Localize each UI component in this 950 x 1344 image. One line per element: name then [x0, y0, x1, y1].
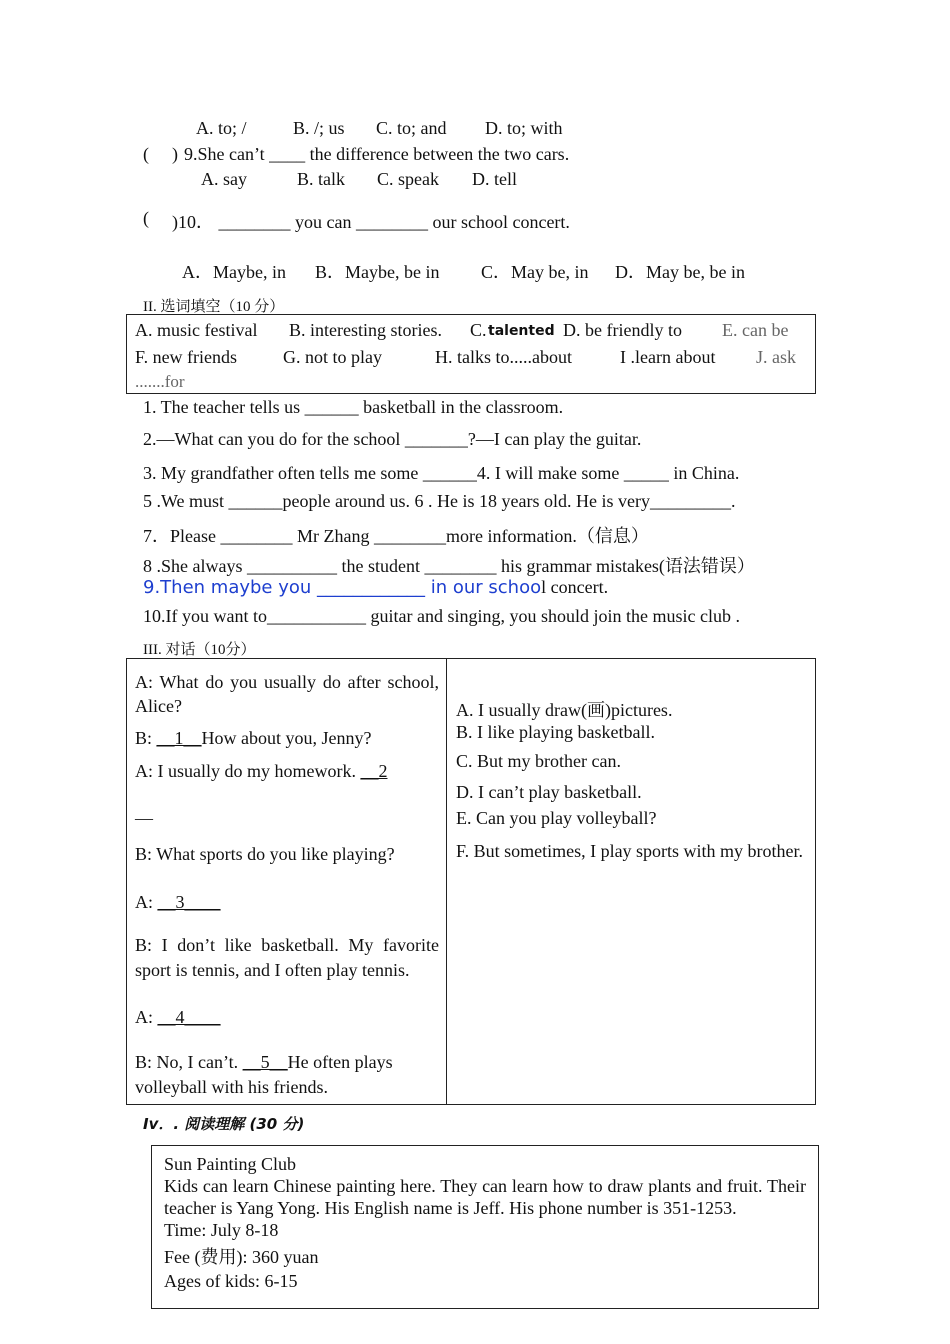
dialogue-line-7-prefix: A:	[135, 1007, 158, 1027]
section3-title: III. 对话（10分）	[143, 642, 256, 658]
dialogue-option-d: D. I can’t play basketball.	[456, 782, 642, 802]
dialogue-option-a: A. I usually draw(画)pictures.	[456, 700, 673, 720]
q10-option-a: A．Maybe, in	[182, 262, 286, 282]
dialogue-line-3	[135, 761, 387, 782]
q8-option-b: B. /; us	[293, 118, 345, 138]
blank-3: __3____	[157, 892, 221, 912]
section4-title: Iv．. 阅读理解 (30 分)	[143, 1115, 305, 1133]
fill-sentence-5-6: 5 .We must ______people around us. 6 . He is 18 years old. He is very_________.	[143, 491, 736, 511]
fill-sentence-9-blue: 9.Then maybe you ____________ in our schoo	[143, 577, 542, 598]
dialogue-option-e: E. Can you play volleyball?	[456, 808, 657, 828]
q10-option-d: D．May be, be in	[615, 262, 745, 282]
section2-title: II. 选词填空（10 分）	[143, 299, 285, 315]
q8-option-d: D. to; with	[485, 118, 563, 138]
fill-sentence-3-4: 3. My grandfather often tells me some ______4. I will make some _____ in China.	[143, 463, 740, 483]
blank-4: __4____	[157, 1007, 221, 1027]
word-d: D. be friendly to	[563, 320, 682, 340]
dialogue-line-2-prefix: B:	[135, 728, 157, 748]
fill-sentence-8: 8 .She always __________ the student ________ his grammar mistakes(语法错误）	[143, 556, 755, 576]
word-c-prefix: C.	[470, 320, 487, 340]
q8-option-c: C. to; and	[376, 118, 447, 138]
q10-option-b: B．Maybe, be in	[315, 262, 440, 282]
blank-2-tail: —	[135, 808, 153, 828]
club-ages: Ages of kids: 6-15	[164, 1271, 298, 1291]
dialogue-line-1: A: What do you usually do after school, Alice?	[135, 672, 439, 716]
word-h: H. talks to.....about	[435, 347, 572, 367]
dialogue-option-b: B. I like playing basketball.	[456, 722, 655, 742]
q9-option-c: C. speak	[377, 169, 439, 189]
dialogue-line-6: B: I don’t like basketball. My favorite sport is tennis, and I often play tennis.	[135, 935, 439, 980]
reading-box	[151, 1145, 819, 1309]
dialogue-line-8-prefix: B: No, I can’t.	[135, 1052, 243, 1072]
dialogue-line-4: B: What sports do you like playing?	[135, 844, 395, 864]
fill-sentence-7: 7．Please ________ Mr Zhang ________more information.（信息）	[143, 526, 649, 546]
club-description: Kids can learn Chinese painting here. They can learn how to draw plants and fruit. Their teacher is Yang Yong. His English name is Jeff. His phone number is 351-1253.	[164, 1176, 806, 1218]
dialogue-option-f: F. But sometimes, I play sports with my brother.	[456, 841, 804, 861]
word-b: B. interesting stories.	[289, 320, 442, 340]
dialogue-line-8	[135, 1050, 439, 1100]
word-g: G. not to play	[283, 347, 382, 367]
blank-5: __5__	[242, 1052, 288, 1072]
fill-sentence-9-rest: l concert.	[541, 577, 609, 597]
word-e: E. can be	[722, 320, 789, 340]
blank-2: __2	[360, 761, 388, 781]
dialogue-divider	[446, 658, 447, 1105]
fill-sentence-9	[143, 577, 608, 598]
club-name: Sun Painting Club	[164, 1154, 297, 1174]
q9-paren: (	[143, 144, 149, 164]
word-f: F. new friends	[135, 347, 238, 367]
q10-option-c: C．May be, in	[481, 262, 589, 282]
word-a: A. music festival	[135, 320, 258, 340]
q9-paren-close: )	[172, 144, 178, 164]
q9-option-d: D. tell	[472, 169, 517, 189]
dialogue-line-2	[135, 728, 372, 749]
dialogue-line-5-prefix: A:	[135, 892, 158, 912]
blank-1: __1__	[156, 728, 202, 748]
word-j-cont: .......for	[135, 372, 185, 391]
q9-stem: 9.She can’t ____ the difference between the two cars.	[184, 144, 570, 164]
fill-sentence-2: 2.—What can you do for the school _______?—I can play the guitar.	[143, 429, 642, 449]
dialogue-line-5	[135, 892, 221, 913]
fill-sentence-1: 1. The teacher tells us ______ basketball in the classroom.	[143, 397, 564, 417]
club-fee: Fee (费用): 360 yuan	[164, 1247, 319, 1267]
q9-option-a: A. say	[201, 169, 247, 189]
word-i: I .learn about	[620, 347, 716, 367]
dialogue-line-2-rest: How about you, Jenny?	[201, 728, 372, 748]
dialogue-option-c: C. But my brother can.	[456, 751, 621, 771]
dialogue-line-8-rest: He often plays volleyball with his friends.	[135, 1052, 393, 1097]
dialogue-line-3-prefix: A: I usually do my homework.	[135, 761, 361, 781]
fill-sentence-10: 10.If you want to___________ guitar and singing, you should join the music club .	[143, 606, 740, 626]
q9-option-b: B. talk	[297, 169, 345, 189]
q10-paren: (	[143, 208, 149, 228]
word-c: talented	[488, 323, 555, 339]
word-j: J. ask	[756, 347, 796, 367]
q10-stem: )10． ________ you can ________ our school concert.	[172, 212, 570, 232]
reading-content	[164, 1153, 806, 1292]
club-time: Time: July 8-18	[164, 1220, 279, 1240]
q8-option-a: A. to; /	[196, 118, 247, 138]
dialogue-line-7	[135, 1007, 221, 1028]
